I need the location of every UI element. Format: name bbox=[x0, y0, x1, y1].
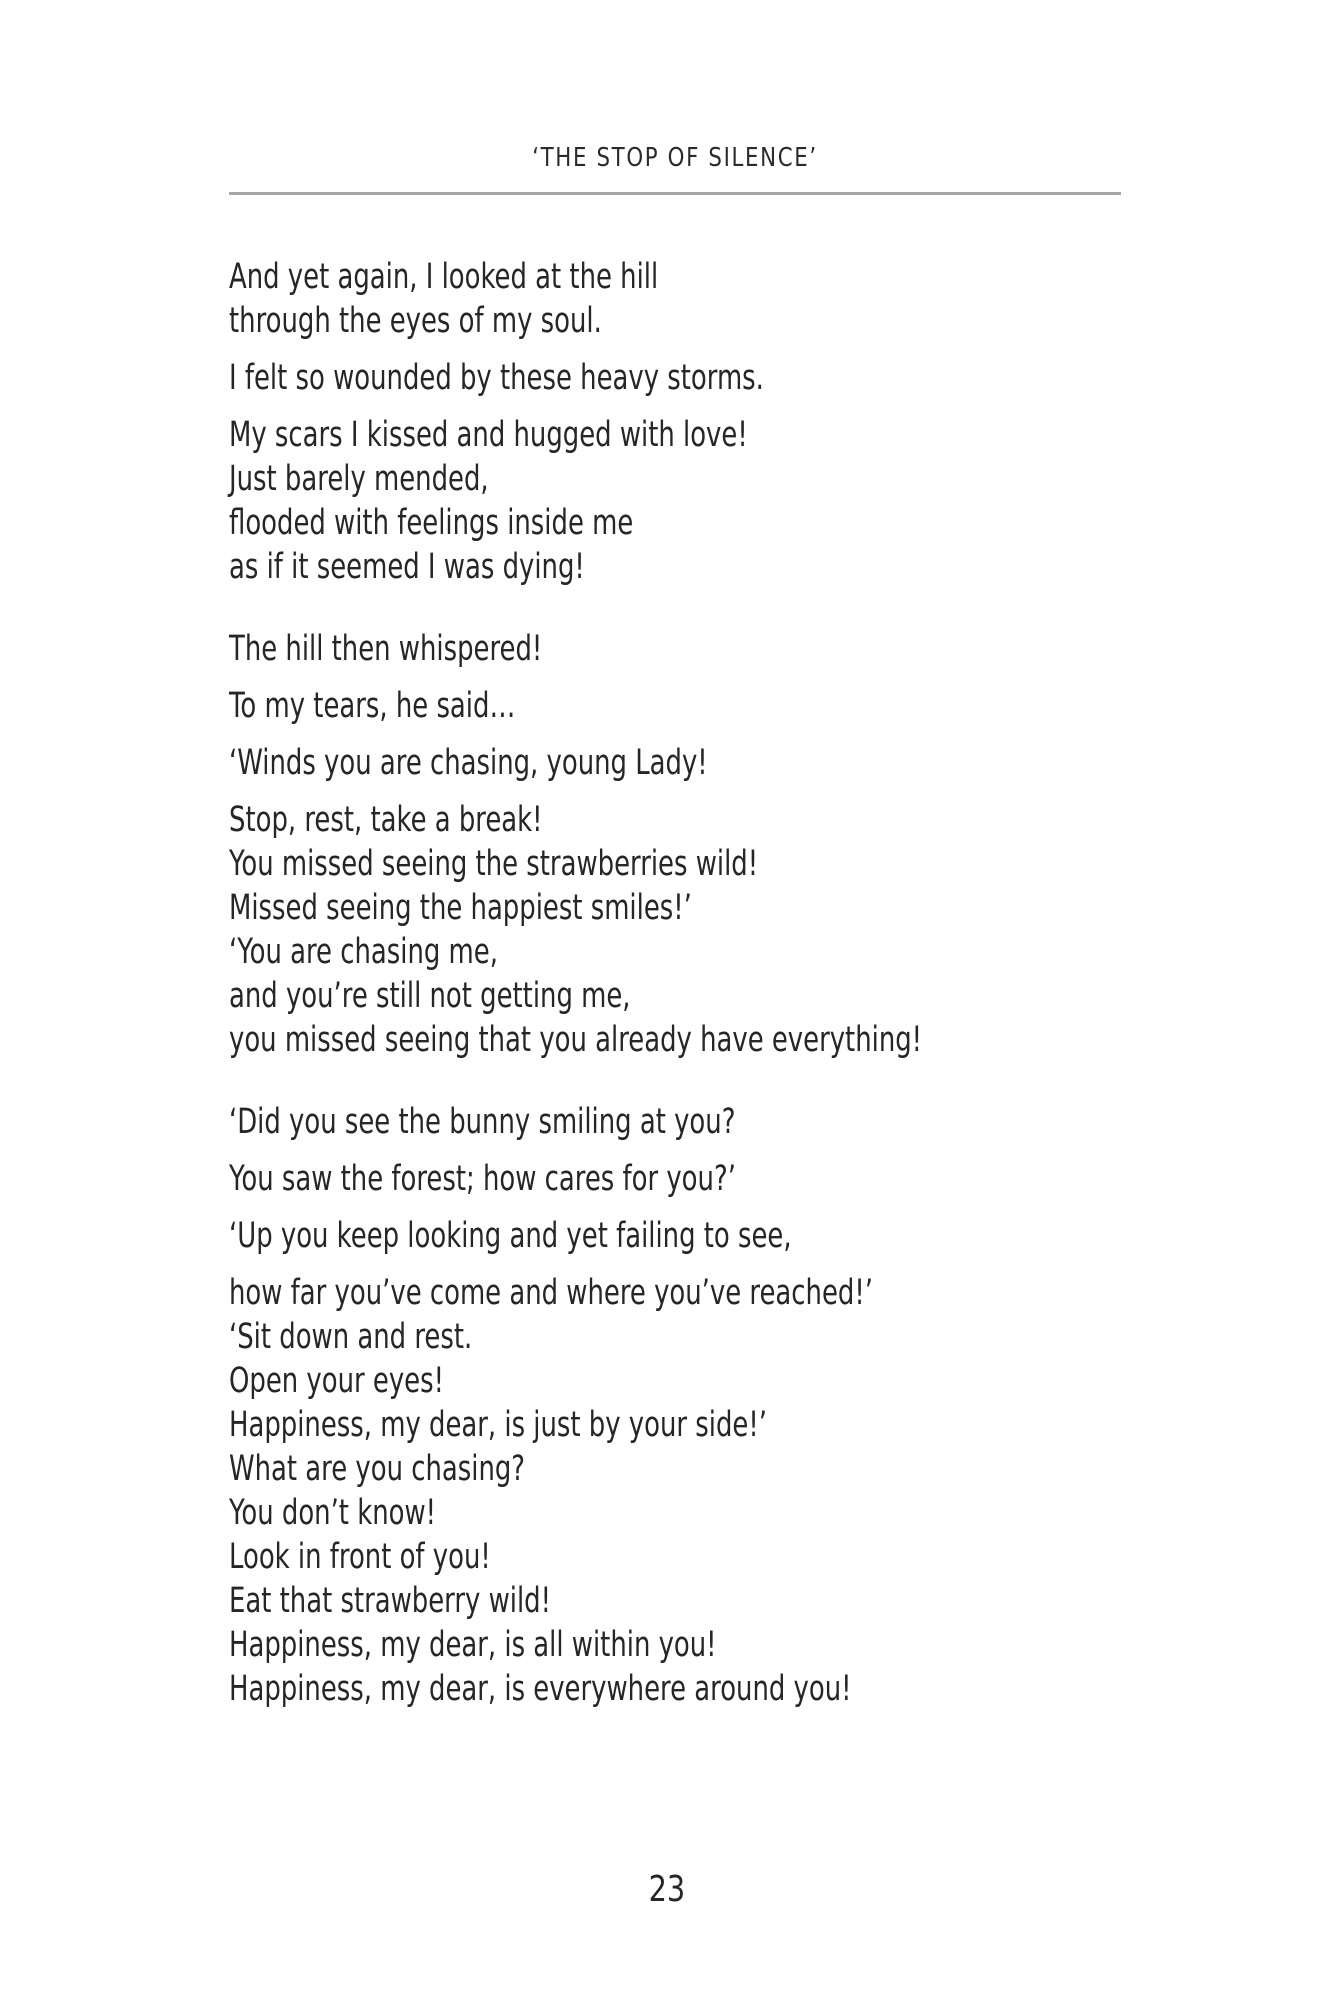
poem-line: You missed seeing the strawberries wild! bbox=[229, 844, 759, 884]
running-header-title: ‘THE STOP OF SILENCE’ bbox=[532, 143, 818, 173]
poem-line: Open your eyes! bbox=[229, 1361, 444, 1401]
poem-line: you missed seeing that you already have everything! bbox=[229, 1020, 923, 1060]
poem-line: To my tears, he said… bbox=[229, 686, 516, 726]
poem-body bbox=[229, 255, 1229, 1711]
poem-line: Missed seeing the happiest smiles!’ bbox=[229, 888, 692, 928]
poem-line: how far you’ve come and where you’ve reached!’ bbox=[229, 1273, 873, 1313]
poem-line: And yet again, I looked at the hill bbox=[229, 257, 659, 297]
running-header bbox=[229, 140, 1121, 195]
poem-line: Eat that strawberry wild! bbox=[229, 1581, 551, 1621]
poem-line: Happiness, my dear, is everywhere around you! bbox=[229, 1669, 852, 1709]
poem-line: You saw the forest; how cares for you?’ bbox=[229, 1159, 736, 1199]
poem-line: and you’re still not getting me, bbox=[229, 976, 631, 1016]
poem-line: through the eyes of my soul. bbox=[229, 301, 602, 341]
poem-line: Just barely mended, bbox=[229, 459, 489, 499]
poem-line: as if it seemed I was dying! bbox=[229, 547, 585, 587]
poem-line: Happiness, my dear, is all within you! bbox=[229, 1625, 717, 1665]
poem-line: ‘Did you see the bunny smiling at you? bbox=[229, 1102, 736, 1142]
poem-line: Happiness, my dear, is just by your side!’ bbox=[229, 1405, 767, 1445]
page-number-text: 23 bbox=[648, 1869, 686, 1910]
poem-line: My scars I kissed and hugged with love! bbox=[229, 415, 748, 455]
page-number bbox=[0, 1868, 1334, 1912]
poem-line: The hill then whispered! bbox=[229, 629, 543, 669]
poem-line: ‘Sit down and rest. bbox=[229, 1317, 473, 1357]
poem-line: ‘Winds you are chasing, young Lady! bbox=[229, 743, 708, 783]
poem-line: flooded with feelings inside me bbox=[229, 503, 634, 543]
poem-line: ‘You are chasing me, bbox=[229, 932, 498, 972]
poem-line: Stop, rest, take a break! bbox=[229, 800, 543, 840]
poem-line: ‘Up you keep looking and yet failing to see, bbox=[229, 1216, 792, 1256]
poem-line: You don’t know! bbox=[229, 1493, 437, 1533]
poem-line: Look in front of you! bbox=[229, 1537, 491, 1577]
poem-line: What are you chasing? bbox=[229, 1449, 526, 1489]
poem-line: I felt so wounded by these heavy storms. bbox=[229, 358, 764, 398]
